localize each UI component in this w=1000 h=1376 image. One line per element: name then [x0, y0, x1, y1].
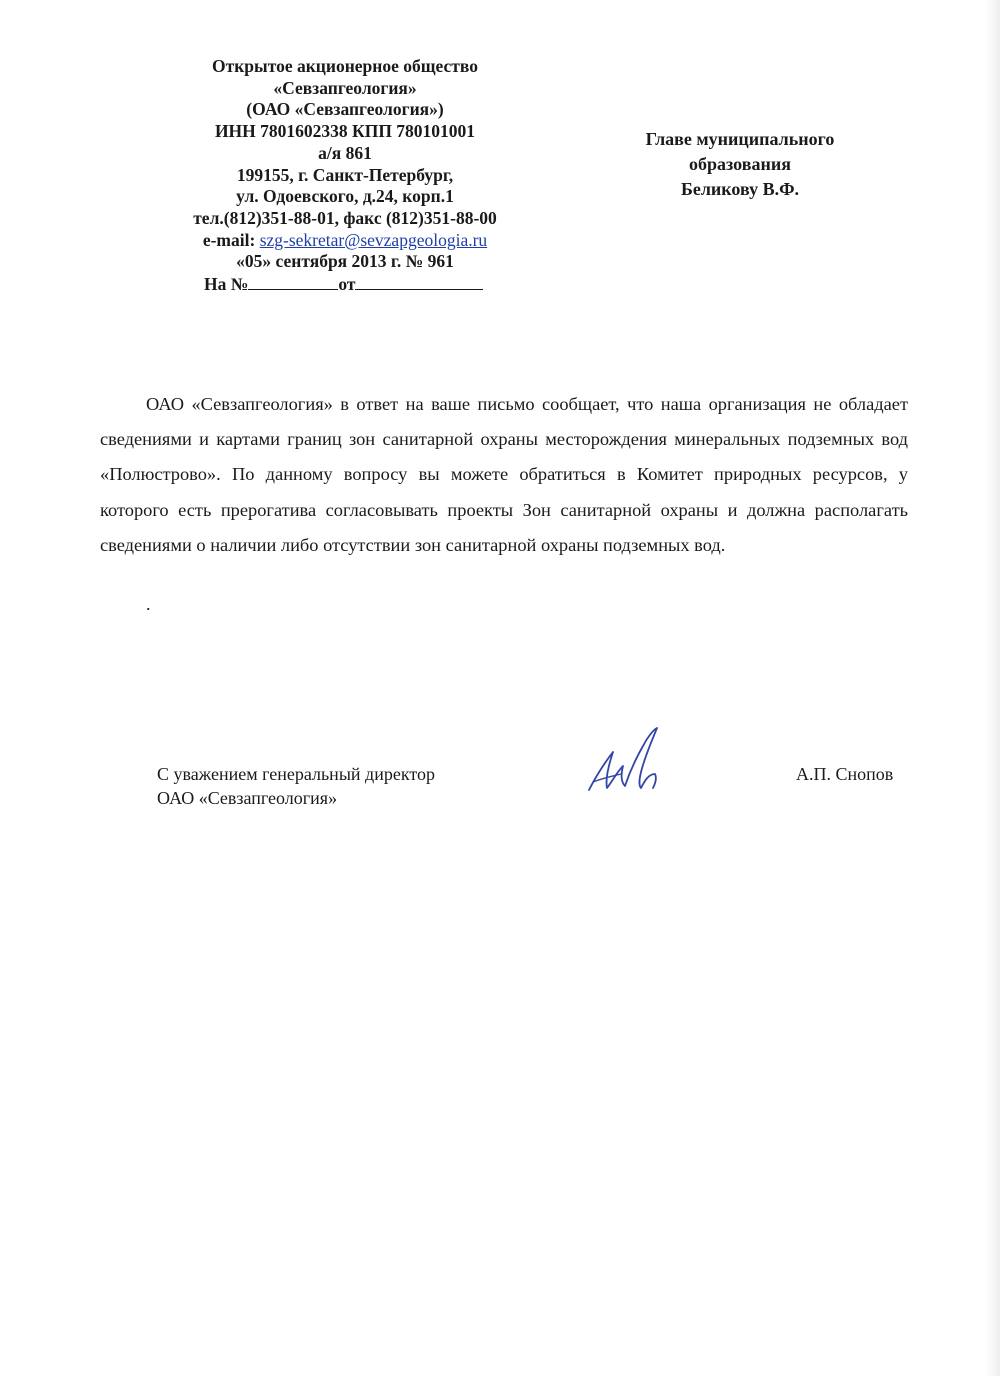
letter-date-number: «05» сентября 2013 г. № 961 [236, 251, 454, 272]
closing-block [157, 762, 435, 810]
closing-line: ОАО «Севзапгеология» [157, 788, 338, 808]
reference-prefix: На № [204, 274, 249, 295]
reference-line [150, 273, 540, 296]
reference-from-label: от [338, 274, 356, 295]
stray-mark: . [146, 594, 151, 614]
email-label: e-mail: [202, 229, 256, 250]
recipient-line: Беликову В.Ф. [680, 179, 800, 199]
recipient-line: образования [689, 154, 791, 174]
sender-line: (ОАО «Севзапгеология») [246, 99, 444, 120]
handwritten-signature [583, 722, 673, 802]
sender-letterhead [150, 56, 540, 296]
sender-line: ИНН 7801602338 КПП 780101001 [214, 121, 476, 142]
recipient-block [610, 127, 870, 202]
closing-line: С уважением генеральный директор [157, 764, 435, 784]
sender-line: Открытое акционерное общество [212, 56, 478, 76]
sender-line: «Севзапгеология» [273, 77, 417, 98]
signer-name: А.П. Снопов [796, 764, 894, 784]
reference-date-blank [355, 273, 483, 290]
scan-edge-shadow [986, 0, 1000, 1376]
recipient-line: Главе муниципального [645, 129, 835, 149]
sender-line: ул. Одоевского, д.24, корп.1 [236, 186, 454, 207]
sender-email-line [150, 230, 540, 252]
sender-line: тел.(812)351-88-01, факс (812)351-88-00 [193, 207, 497, 228]
letter-body: ОАО «Севзапгеология» в ответ на ваше письмо сообщает, что наша организация не обладает сведениями и картами границ зон санитарной охраны месторождения минеральных подземных вод «Полюстрово». По данному вопросу вы можете обратиться в Комитет природных ресурсов, у которого есть прерогатива согласовывать проекты Зон санитарной охраны и должна располагать сведениями о наличии либо отсутствии зон санитарной охраны подземных вод. [100, 394, 908, 555]
reference-number-blank [248, 273, 338, 290]
sender-line: 199155, г. Санкт-Петербург, [236, 164, 454, 185]
sender-line: а/я 861 [318, 142, 372, 163]
signature-stroke [589, 728, 657, 790]
email-link[interactable]: szg-sekretar@sevzapgeologia.ru [259, 229, 488, 250]
